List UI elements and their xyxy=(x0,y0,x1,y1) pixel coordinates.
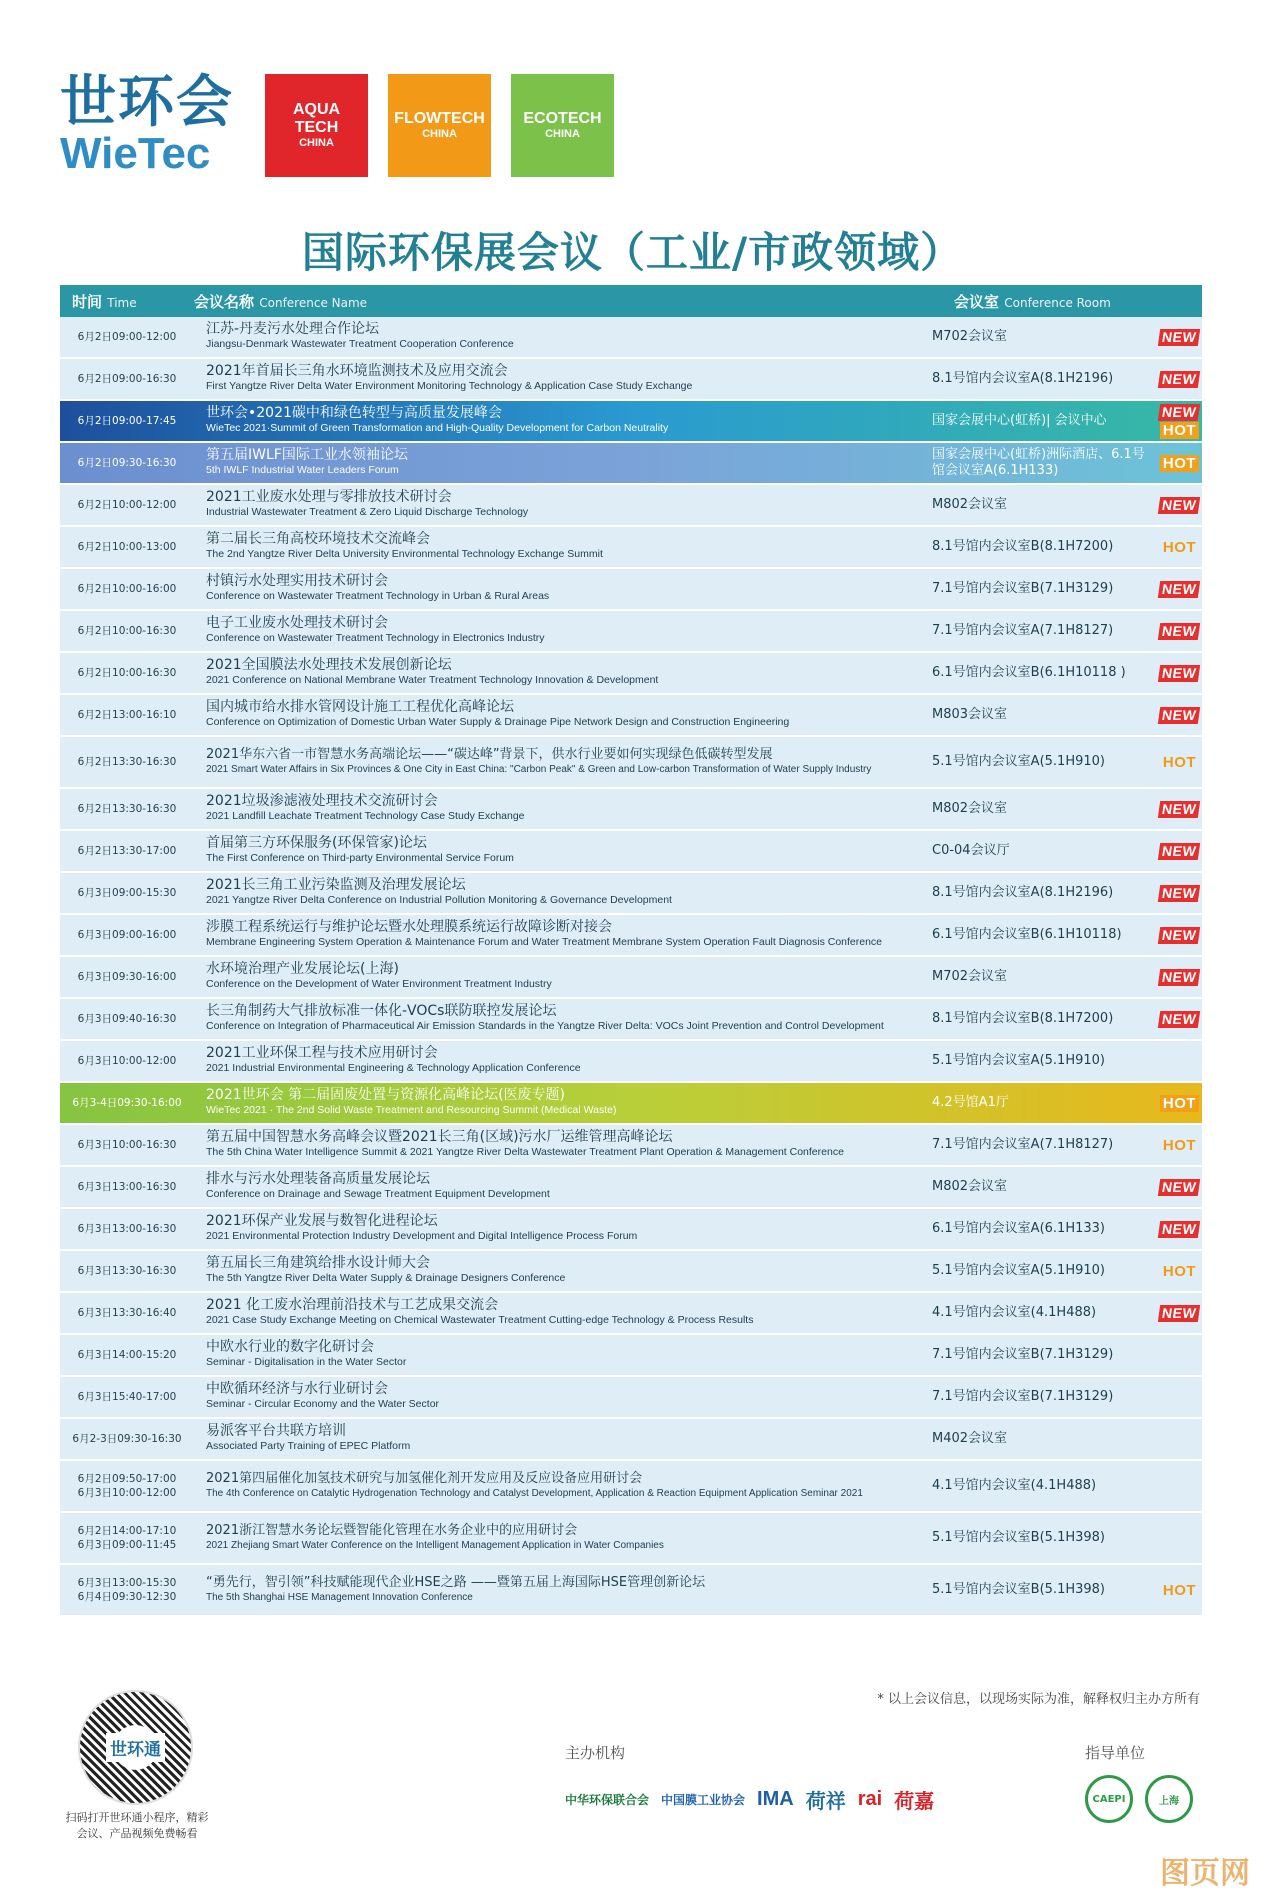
guidance-seal: CAEPI xyxy=(1085,1775,1133,1823)
row-conference-name xyxy=(194,1298,922,1328)
table-row xyxy=(60,1335,1202,1377)
table-row xyxy=(60,1083,1202,1125)
row-badges xyxy=(1157,1221,1202,1238)
row-time: 6月2日10:00-13:00 xyxy=(77,541,177,553)
row-name-en: Conference on Wastewater Treatment Technology in Urban & Rural Areas xyxy=(206,590,550,602)
row-name-en: 2021 Industrial Environmental Engineering & Technology Application Conference xyxy=(206,1062,581,1074)
brand-logos xyxy=(245,74,614,177)
table-row xyxy=(60,1513,1202,1565)
table-row xyxy=(60,1419,1202,1461)
row-badges xyxy=(1157,497,1202,514)
organizer-logo: rai xyxy=(857,1787,883,1810)
row-badges xyxy=(1157,371,1202,388)
row-time: 6月2日09:00-16:30 xyxy=(77,373,177,385)
new-badge: NEW xyxy=(1158,581,1201,598)
row-room: 5.1号馆内会议室A(5.1H910) xyxy=(932,754,1105,769)
row-conference-name xyxy=(194,1172,922,1202)
row-badges xyxy=(1157,885,1202,902)
table-row xyxy=(60,873,1202,915)
row-time: 6月2日13:30-16:30 xyxy=(77,803,177,815)
row-conference-name xyxy=(194,1004,922,1034)
row-room: 5.1号馆内会议室B(5.1H398) xyxy=(932,1530,1105,1545)
watermark: 图页网 xyxy=(1160,1856,1250,1891)
row-name-en: The 5th Yangtze River Delta Water Supply & Drainage Designers Conference xyxy=(206,1272,566,1284)
row-room: 6.1号馆内会议室B(6.1H10118) xyxy=(932,927,1122,942)
row-room: 4.1号馆内会议室(4.1H488) xyxy=(932,1305,1097,1320)
row-name-cn: 2021环保产业发展与数智化进程论坛 xyxy=(206,1213,438,1229)
row-time: 6月2日13:30-16:30 xyxy=(77,756,177,768)
row-badges xyxy=(1157,969,1202,986)
row-time: 6月2日09:00-12:00 xyxy=(77,331,177,343)
row-room: 4.1号馆内会议室(4.1H488) xyxy=(932,1478,1097,1493)
brand-text: FLOWTECH xyxy=(394,109,485,127)
organizer-logo: 荷祥 xyxy=(805,1790,846,1813)
row-badges xyxy=(1157,1582,1202,1599)
row-badges xyxy=(1157,754,1202,771)
row-conference-name xyxy=(194,836,922,866)
row-conference-name xyxy=(194,1424,922,1454)
row-name-en: The 5th China Water Intelligence Summit & 2021 Yangtze River Delta Wastewater Treatment Plant Operation & Management Conference xyxy=(206,1146,844,1158)
row-name-en: Conference on Wastewater Treatment Technology in Electronics Industry xyxy=(206,632,545,644)
table-row xyxy=(60,999,1202,1041)
row-name-en: 2021 Smart Water Affairs in Six Provinces & One City in East China: "Carbon Peak" & Green and Low-carbon Transformation of Water Supply Industry xyxy=(206,763,872,775)
qr-code[interactable] xyxy=(78,1690,193,1805)
row-name-en: Conference on the Development of Water Environment Treatment Industry xyxy=(206,978,552,990)
row-conference-name xyxy=(194,406,922,436)
row-conference-name xyxy=(194,748,922,777)
footnote: * 以上会议信息，以现场实际为准，解释权归主办方所有 xyxy=(877,1692,1200,1707)
row-name-cn: 2021垃圾渗滤液处理技术交流研讨会 xyxy=(206,793,438,809)
new-badge: NEW xyxy=(1158,843,1201,860)
row-room: 国家会展中心(虹桥)| 会议中心 xyxy=(932,413,1107,428)
brand-text: AQUA xyxy=(292,100,341,118)
row-name-en: 2021 Zhejiang Smart Water Conference on the Intelligent Management Application in Water Companies xyxy=(206,1539,664,1551)
new-badge: NEW xyxy=(1158,801,1201,818)
row-name-cn: 江苏-丹麦污水处理合作论坛 xyxy=(206,321,380,337)
row-time: 6月2日13:00-16:10 xyxy=(77,709,177,721)
row-room: M702会议室 xyxy=(932,329,1008,344)
guidance-seal: 上海 xyxy=(1145,1775,1193,1823)
row-name-cn: 2021第四届催化加氢技术研究与加氢催化剂开发应用及反应设备应用研讨会 xyxy=(206,1470,643,1486)
row-name-cn: 中欧水行业的数字化研讨会 xyxy=(206,1339,374,1355)
row-room: 8.1号馆内会议室B(8.1H7200) xyxy=(932,1011,1114,1026)
row-name-cn: 国内城市给水排水管网设计施工工程优化高峰论坛 xyxy=(206,699,514,715)
new-badge: NEW xyxy=(1158,969,1201,986)
row-badges xyxy=(1157,455,1202,472)
row-room: 7.1号馆内会议室A(7.1H8127) xyxy=(932,623,1114,638)
table-row xyxy=(60,1209,1202,1251)
qr-caption: 扫码打开世环通小程序，精彩会议、产品视频免费畅看 xyxy=(65,1811,209,1840)
row-time: 6月2-3日09:30-16:30 xyxy=(72,1433,182,1445)
brand-logo xyxy=(511,74,614,177)
row-name-cn: 世环会•2021碳中和绿色转型与高质量发展峰会 xyxy=(206,405,502,421)
table-row xyxy=(60,831,1202,873)
row-name-cn: 2021工业环保工程与技术应用研讨会 xyxy=(206,1045,438,1061)
row-time: 6月3日09:40-16:30 xyxy=(77,1013,177,1025)
row-time: 6月3日14:00-15:20 xyxy=(77,1349,177,1361)
row-name-en: Associated Party Training of EPEC Platform xyxy=(206,1440,411,1452)
row-name-cn: 第五届中国智慧水务高峰会议暨2021长三角(区域)污水厂运维管理高峰论坛 xyxy=(206,1129,673,1145)
hot-badge: HOT xyxy=(1162,538,1197,556)
row-name-cn: 2021全国膜法水处理技术发展创新论坛 xyxy=(206,657,452,673)
table-row xyxy=(60,527,1202,569)
row-badges xyxy=(1157,665,1202,682)
row-room: M802会议室 xyxy=(932,801,1008,816)
row-conference-name xyxy=(194,962,922,992)
row-name-cn: “勇先行，智引领”科技赋能现代企业HSE之路 ——暨第五届上海国际HSE管理创新论坛 xyxy=(206,1574,706,1590)
row-name-cn: 2021年首届长三角水环境监测技术及应用交流会 xyxy=(206,363,508,379)
table-body xyxy=(60,317,1202,1617)
row-room: 4.2号馆A1厅 xyxy=(932,1095,1009,1110)
table-row xyxy=(60,359,1202,401)
row-conference-name xyxy=(194,364,922,394)
row-conference-name xyxy=(194,920,922,950)
new-badge: NEW xyxy=(1158,623,1201,640)
table-row xyxy=(60,1377,1202,1419)
header-name: 会议名称 Conference Name xyxy=(194,292,368,311)
table-row xyxy=(60,789,1202,831)
row-badges xyxy=(1157,843,1202,860)
new-badge: NEW xyxy=(1158,885,1201,902)
qr-label: 世环通 xyxy=(106,1733,165,1762)
brand-text: TECH xyxy=(294,118,339,136)
row-name-cn: 村镇污水处理实用技术研讨会 xyxy=(206,573,388,589)
table-row xyxy=(60,611,1202,653)
row-name-en: 2021 Yangtze River Delta Conference on Industrial Pollution Monitoring & Governance Development xyxy=(206,894,672,906)
row-name-en: Seminar - Digitalisation in the Water Sector xyxy=(206,1356,407,1368)
row-name-cn: 排水与污水处理装备高质量发展论坛 xyxy=(206,1171,430,1187)
row-time: 6月3日09:30-16:00 xyxy=(77,971,177,983)
row-name-cn: 2021华东六省一市智慧水务高端论坛——“碳达峰”背景下，供水行业要如何实现绿色低碳转型发展 xyxy=(206,746,773,762)
row-badges xyxy=(1157,1263,1202,1280)
hot-badge: HOT xyxy=(1162,1581,1197,1599)
table-row xyxy=(60,1461,1202,1513)
row-name-cn: 易派客平台共联方培训 xyxy=(206,1423,346,1439)
row-name-en: Industrial Wastewater Treatment & Zero Liquid Discharge Technology xyxy=(206,506,529,518)
row-conference-name xyxy=(194,574,922,604)
row-name-cn: 2021世环会 第二届固废处置与资源化高峰论坛(医废专题) xyxy=(206,1087,566,1103)
guidance-logos xyxy=(1085,1775,1193,1823)
guidance-label: 指导单位 xyxy=(1085,1744,1146,1762)
table-row xyxy=(60,317,1202,359)
row-time: 6月3日09:00-15:30 xyxy=(77,887,177,899)
new-badge: NEW xyxy=(1158,1011,1201,1028)
row-name-en: The 4th Conference on Catalytic Hydrogenation Technology and Catalyst Development, Application & Reaction Equipment Application Seminar 2021 xyxy=(206,1487,863,1499)
row-name-en: Conference on Optimization of Domestic Urban Water Supply & Drainage Pipe Network Design and Construction Engineering xyxy=(206,716,790,728)
row-conference-name xyxy=(194,448,922,478)
brand-text: CHINA xyxy=(545,127,580,140)
organizer-logo: IMA xyxy=(757,1787,794,1810)
row-name-en: 2021 Landfill Leachate Treatment Technology Case Study Exchange xyxy=(206,810,525,822)
row-badges xyxy=(1157,404,1202,439)
row-badges xyxy=(1157,329,1202,346)
row-room: 8.1号馆内会议室B(8.1H7200) xyxy=(932,539,1114,554)
row-time: 6月2日09:00-17:45 xyxy=(77,415,177,427)
row-conference-name xyxy=(194,1256,922,1286)
row-conference-name xyxy=(194,1214,922,1244)
new-badge: NEW xyxy=(1158,927,1201,944)
row-name-cn: 2021 化工废水治理前沿技术与工艺成果交流会 xyxy=(206,1297,499,1313)
logo-cn: 世环会 xyxy=(60,70,234,135)
row-room: 7.1号馆内会议室B(7.1H3129) xyxy=(932,1347,1114,1362)
brand-text: CHINA xyxy=(299,136,334,149)
row-name-en: First Yangtze River Delta Water Environment Monitoring Technology & Application Case Study Exchange xyxy=(206,380,693,392)
row-conference-name xyxy=(194,1130,922,1160)
row-time: 6月3日13:00-16:30 xyxy=(77,1181,177,1193)
row-conference-name xyxy=(194,1576,922,1605)
row-room: M402会议室 xyxy=(932,1431,1008,1446)
row-name-cn: 首届第三方环保服务(环保管家)论坛 xyxy=(206,835,427,851)
row-room: 7.1号馆内会议室A(7.1H8127) xyxy=(932,1137,1114,1152)
page-title: 国际环保展会议（工业/市政领域） xyxy=(301,228,964,277)
table-row xyxy=(60,695,1202,737)
row-time: 6月3日13:30-16:40 xyxy=(77,1307,177,1319)
row-room: 6.1号馆内会议室B(6.1H10118 ) xyxy=(932,665,1126,680)
table-row xyxy=(60,485,1202,527)
row-room: 国家会展中心(虹桥)洲际酒店、6.1号馆会议室A(6.1H133) xyxy=(932,447,1145,478)
table-row xyxy=(60,443,1202,485)
row-room: 5.1号馆内会议室A(5.1H910) xyxy=(932,1053,1105,1068)
row-name-cn: 电子工业废水处理技术研讨会 xyxy=(206,615,388,631)
row-time: 6月3日10:00-16:30 xyxy=(77,1139,177,1151)
organizer-logo: 中国膜工业协会 xyxy=(661,1792,746,1807)
row-badges xyxy=(1157,1179,1202,1196)
row-name-cn: 2021长三角工业污染监测及治理发展论坛 xyxy=(206,877,466,893)
new-badge: NEW xyxy=(1158,329,1201,346)
row-badges xyxy=(1157,927,1202,944)
table-row xyxy=(60,653,1202,695)
row-room: 8.1号馆内会议室A(8.1H2196) xyxy=(932,885,1114,900)
new-badge: NEW xyxy=(1158,1179,1201,1196)
row-conference-name xyxy=(194,1340,922,1370)
row-name-en: WieTec 2021 · The 2nd Solid Waste Treatment and Resourcing Summit (Medical Waste) xyxy=(206,1104,617,1116)
wietec-logo xyxy=(60,70,245,180)
row-time: 6月2日10:00-16:30 xyxy=(77,625,177,637)
row-name-en: Jiangsu-Denmark Wastewater Treatment Cooperation Conference xyxy=(206,338,514,350)
row-name-en: The 5th Shanghai HSE Management Innovation Conference xyxy=(206,1591,473,1603)
row-room: 7.1号馆内会议室B(7.1H3129) xyxy=(932,1389,1114,1404)
new-badge: NEW xyxy=(1158,665,1201,682)
row-name-cn: 中欧循环经济与水行业研讨会 xyxy=(206,1381,388,1397)
table-row xyxy=(60,737,1202,789)
brand-text: ECOTECH xyxy=(523,109,602,127)
row-badges xyxy=(1157,1137,1202,1154)
row-time: 6月2日13:30-17:00 xyxy=(77,845,177,857)
row-conference-name xyxy=(194,616,922,646)
row-name-en: The 2nd Yangtze River Delta University Environmental Technology Exchange Summit xyxy=(206,548,603,560)
table-row xyxy=(60,401,1202,443)
row-room: M803会议室 xyxy=(932,707,1008,722)
hot-badge: HOT xyxy=(1162,753,1197,771)
organizer-logo: 中华环保联合会 xyxy=(565,1792,650,1807)
row-time: 6月2日10:00-12:00 xyxy=(77,499,177,511)
row-room: M802会议室 xyxy=(932,1179,1008,1194)
row-name-cn: 长三角制药大气排放标准一体化-VOCs联防联控发展论坛 xyxy=(206,1003,557,1019)
brand-logo xyxy=(388,74,491,177)
new-badge: NEW xyxy=(1158,497,1201,514)
row-badges xyxy=(1157,1095,1202,1112)
brand-text: CHINA xyxy=(422,127,457,140)
row-name-en: WieTec 2021·Summit of Green Transformation and High-Quality Development for Carbon Neutrality xyxy=(206,422,669,434)
row-name-cn: 第二届长三角高校环境技术交流峰会 xyxy=(206,531,430,547)
new-badge: NEW xyxy=(1158,1305,1201,1322)
row-time: 6月2日09:30-16:30 xyxy=(77,457,177,469)
row-name-en: Seminar - Circular Economy and the Water Sector xyxy=(206,1398,440,1410)
row-room: 8.1号馆内会议室A(8.1H2196) xyxy=(932,371,1114,386)
row-name-cn: 第五届长三角建筑给排水设计师大会 xyxy=(206,1255,430,1271)
row-time: 6月2日14:00-17:10 6月3日09:00-11:45 xyxy=(77,1525,177,1551)
row-time: 6月3日13:30-16:30 xyxy=(77,1265,177,1277)
row-conference-name xyxy=(194,658,922,688)
table-row xyxy=(60,1167,1202,1209)
header-room: 会议室 Conference Room xyxy=(954,292,1111,311)
hot-badge: HOT xyxy=(1160,1095,1199,1112)
row-badges xyxy=(1157,1305,1202,1322)
row-room: 5.1号馆内会议室A(5.1H910) xyxy=(932,1263,1105,1278)
row-name-cn: 涉膜工程系统运行与维护论坛暨水处理膜系统运行故障诊断对接会 xyxy=(206,919,612,935)
new-badge: NEW xyxy=(1158,1221,1201,1238)
row-time: 6月2日10:00-16:00 xyxy=(77,583,177,595)
brand-logo xyxy=(265,74,368,177)
new-badge: NEW xyxy=(1158,707,1201,724)
row-name-cn: 2021浙江智慧水务论坛暨智能化管理在水务企业中的应用研讨会 xyxy=(206,1522,578,1538)
row-conference-name xyxy=(194,794,922,824)
table-row xyxy=(60,915,1202,957)
row-conference-name xyxy=(194,1088,922,1118)
row-badges xyxy=(1157,1011,1202,1028)
new-badge: NEW xyxy=(1158,404,1201,421)
row-time: 6月3日13:00-15:30 6月4日09:30-12:30 xyxy=(77,1577,177,1603)
row-room: M802会议室 xyxy=(932,497,1008,512)
row-name-en: 2021 Environmental Protection Industry Development and Digital Intelligence Process Forum xyxy=(206,1230,638,1242)
row-name-cn: 第五届IWLF国际工业水领袖论坛 xyxy=(206,447,408,463)
row-name-en: 2021 Case Study Exchange Meeting on Chemical Wastewater Treatment Cutting-edge Technology & Process Results xyxy=(206,1314,754,1326)
organizers-label: 主办机构 xyxy=(565,1744,626,1762)
table-row xyxy=(60,957,1202,999)
table-row xyxy=(60,1293,1202,1335)
row-badges xyxy=(1157,623,1202,640)
new-badge: NEW xyxy=(1158,371,1201,388)
logo-en: WieTec xyxy=(60,129,211,178)
row-badges xyxy=(1157,539,1202,556)
organizer-logos xyxy=(565,1775,934,1823)
row-time: 6月3日13:00-16:30 xyxy=(77,1223,177,1235)
row-name-cn: 水环境治理产业发展论坛(上海) xyxy=(206,961,399,977)
header xyxy=(60,70,614,180)
hot-badge: HOT xyxy=(1162,1262,1197,1280)
row-name-en: Conference on Drainage and Sewage Treatment Equipment Development xyxy=(206,1188,550,1200)
table-row xyxy=(60,569,1202,611)
row-room: M702会议室 xyxy=(932,969,1008,984)
row-name-en: 5th IWLF Industrial Water Leaders Forum xyxy=(206,464,399,476)
row-badges xyxy=(1157,707,1202,724)
row-time: 6月2日10:00-16:30 xyxy=(77,667,177,679)
row-name-en: 2021 Conference on National Membrane Water Treatment Technology Innovation & Development xyxy=(206,674,659,686)
table-row xyxy=(60,1041,1202,1083)
row-name-en: Membrane Engineering System Operation & Maintenance Forum and Water Treatment Membrane System Operation Fault Diagnosis Conference xyxy=(206,936,883,948)
row-conference-name xyxy=(194,1472,922,1501)
row-conference-name xyxy=(194,700,922,730)
schedule-table xyxy=(60,285,1202,1617)
row-time: 6月3-4日09:30-16:00 xyxy=(72,1097,182,1109)
row-conference-name xyxy=(194,322,922,352)
row-time: 6月3日10:00-12:00 xyxy=(77,1055,177,1067)
row-conference-name xyxy=(194,1382,922,1412)
row-room: 5.1号馆内会议室B(5.1H398) xyxy=(932,1582,1105,1597)
row-badges xyxy=(1157,801,1202,818)
row-room: 7.1号馆内会议室B(7.1H3129) xyxy=(932,581,1114,596)
row-room: 6.1号馆内会议室A(6.1H133) xyxy=(932,1221,1105,1236)
row-conference-name xyxy=(194,1046,922,1076)
header-time: 时间 Time xyxy=(72,292,137,311)
table-row xyxy=(60,1565,1202,1617)
row-conference-name xyxy=(194,878,922,908)
row-name-en: Conference on Integration of Pharmaceutical Air Emission Standards in the Yangtze River Delta: VOCs Joint Prevention and Control Development xyxy=(206,1020,884,1032)
row-conference-name xyxy=(194,532,922,562)
row-time: 6月2日09:50-17:00 6月3日10:00-12:00 xyxy=(77,1473,177,1499)
table-row xyxy=(60,1125,1202,1167)
row-time: 6月3日15:40-17:00 xyxy=(77,1391,177,1403)
organizer-logo: 荷嘉 xyxy=(894,1790,935,1813)
table-row xyxy=(60,1251,1202,1293)
row-name-cn: 2021工业废水处理与零排放技术研讨会 xyxy=(206,489,452,505)
row-conference-name xyxy=(194,490,922,520)
row-conference-name xyxy=(194,1524,922,1553)
row-room: C0-04会议厅 xyxy=(932,843,1010,858)
hot-badge: HOT xyxy=(1162,1136,1197,1154)
row-time: 6月3日09:00-16:00 xyxy=(77,929,177,941)
row-name-en: The First Conference on Third-party Environmental Service Forum xyxy=(206,852,514,864)
hot-badge: HOT xyxy=(1160,422,1199,439)
row-badges xyxy=(1157,581,1202,598)
table-header xyxy=(60,285,1202,317)
hot-badge: HOT xyxy=(1160,455,1199,472)
